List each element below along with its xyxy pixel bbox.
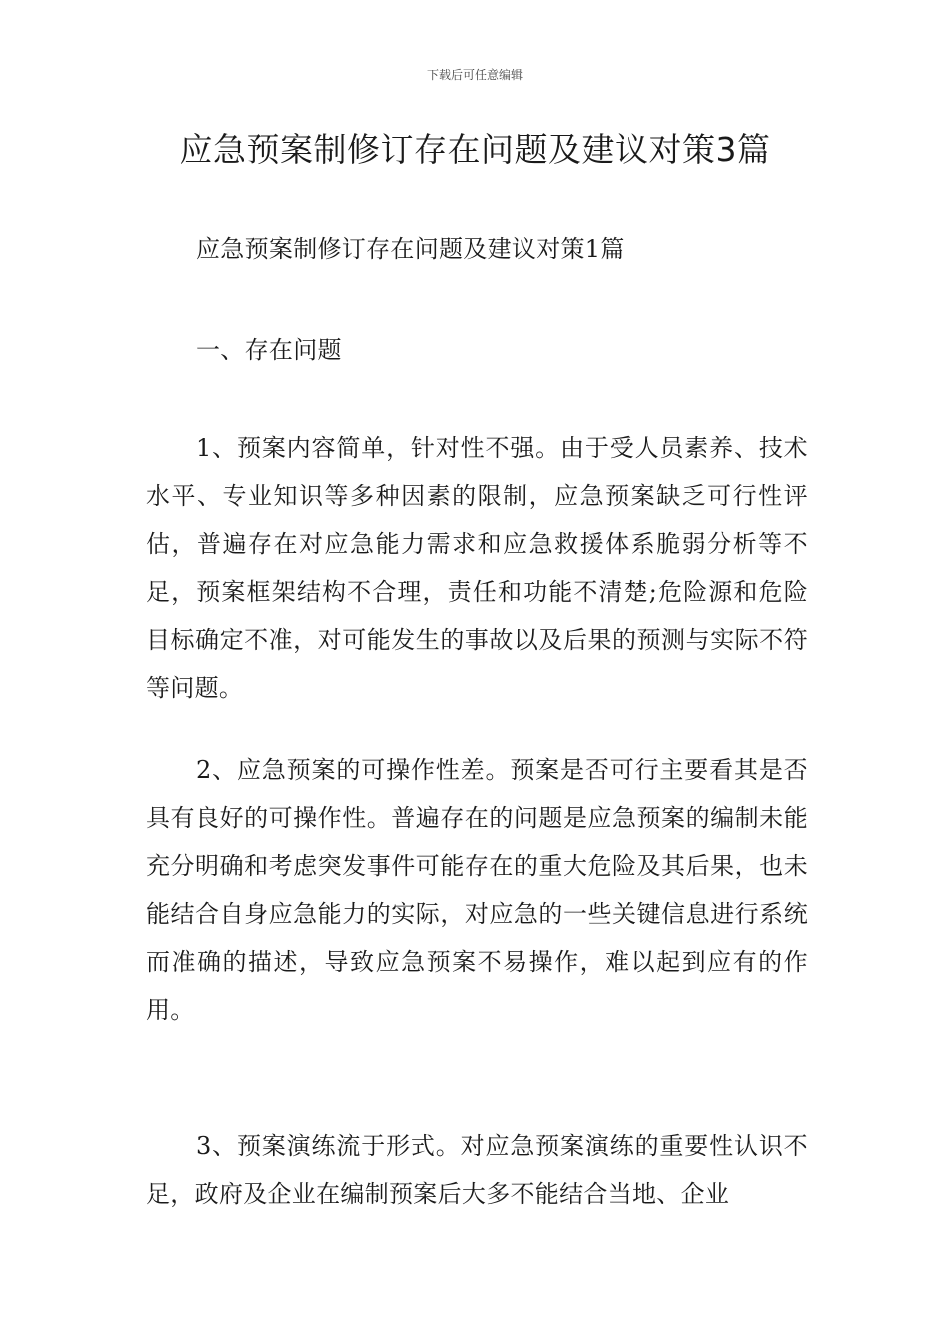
header-note: 下载后可任意编辑 <box>426 68 523 82</box>
paragraph-1: 1、预案内容简单，针对性不强。由于受人员素养、技术水平、专业知识等多种因素的限制，应急预案缺乏可行性评估，普遍存在对应急能力需求和应急救援体系脆弱分析等不足，预案框架结构不合理，责任和功能不清楚;危险源和危险目标确定不准，对可能发生的事故以及后果的预测与实际不符等问题。 <box>146 434 808 702</box>
subtitle: 应急预案制修订存在问题及建议对策1篇 <box>196 235 625 263</box>
paragraph-3: 3、预案演练流于形式。对应急预案演练的重要性认识不足，政府及企业在编制预案后大多不能结合当地、企业 <box>146 1132 808 1208</box>
document-title: 应急预案制修订存在问题及建议对策3篇 <box>179 130 771 169</box>
section-heading: 一、存在问题 <box>196 336 342 364</box>
paragraph-2: 2、应急预案的可操作性差。预案是否可行主要看其是否具有良好的可操作性。普遍存在的问题是应急预案的编制未能充分明确和考虑突发事件可能存在的重大危险及其后果，也未能结合自身应急能力的实际，对应急的一些关键信息进行系统而准确的描述，导致应急预案不易操作，难以起到应有的作用。 <box>146 756 808 1024</box>
